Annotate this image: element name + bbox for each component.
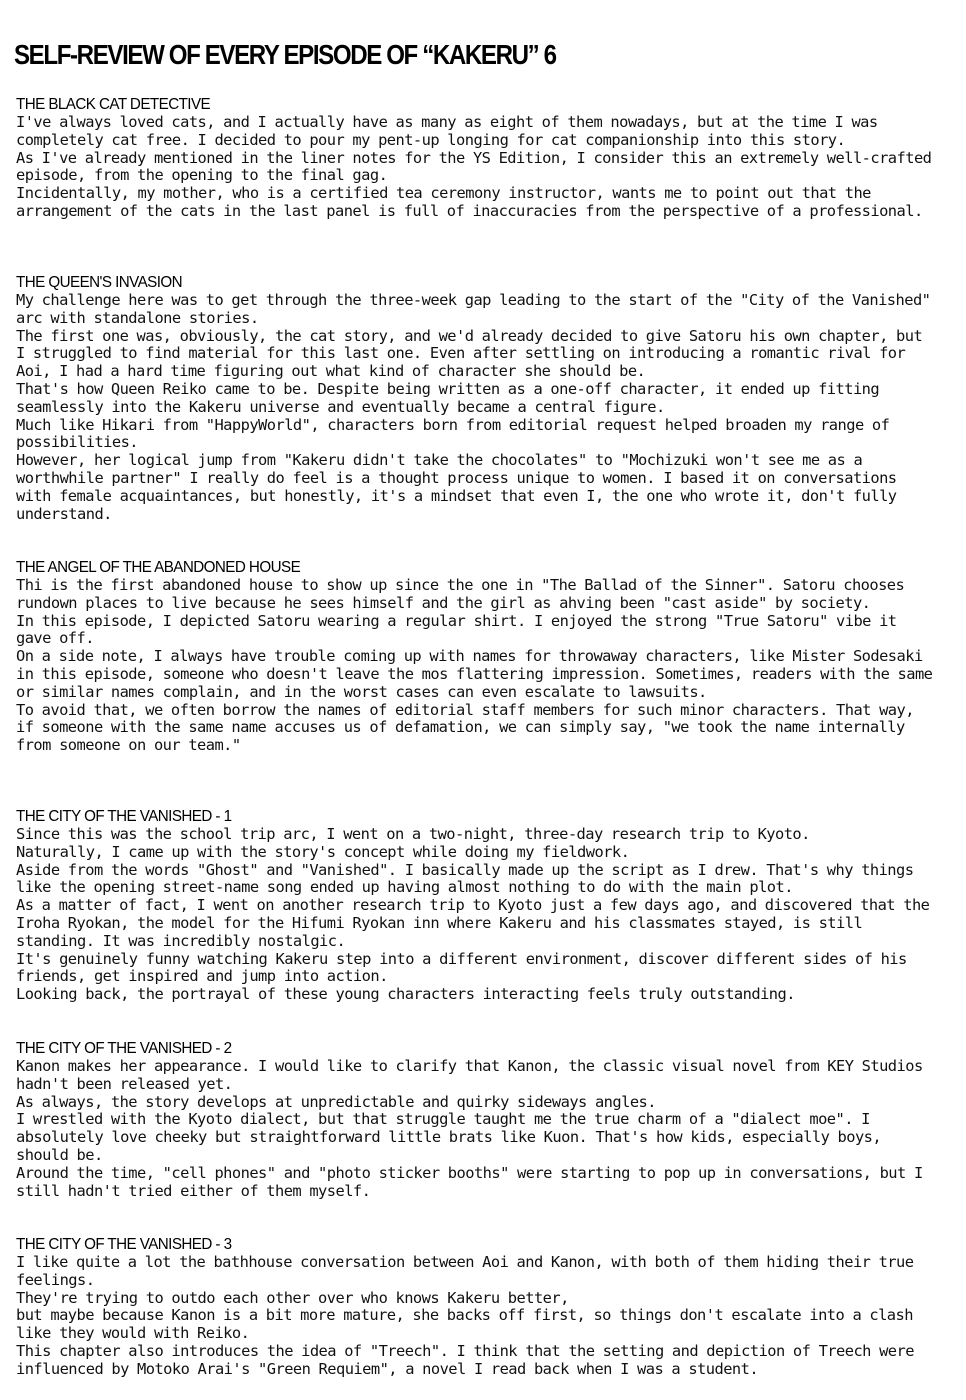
paragraph: Incidentally, my mother, who is a certified tea ceremony instructor, wants me to point out that the arrangement of the cats in the last panel is full of inaccuracies from the perspective of a professional. (16, 184, 923, 220)
paragraph: I like quite a lot the bathhouse conversation between Aoi and Kanon, with both of them hiding their true feelings. (16, 1253, 914, 1289)
section-heading: THE ANGEL OF THE ABANDONED HOUSE (16, 559, 301, 576)
paragraph: It's genuinely funny watching Kakeru step into a different environment, discover different sides of his friends, get inspired and jump into action. (16, 949, 907, 986)
paragraph: As a matter of fact, I went on another research trip to Kyoto just a few days ago, and discovered that the Iroha Ryokan, the model for the Hifumi Ryokan inn where Kakeru and his classmates stayed, is still standing. It was incredibly nostalgic. (16, 896, 930, 950)
paragraph: Thi is the first abandoned house to show up since the one in "The Ballad of the Sinner". Satoru chooses rundown places to live because he sees himself and the girl as ahving been "cast aside" by society. (16, 576, 905, 612)
section-queens-invasion (16, 274, 936, 523)
paragraph: Looking back, the portrayal of these young characters interacting feels truly outstanding. (16, 985, 795, 1004)
paragraph: The first one was, obviously, the cat story, and we'd already decided to give Satoru his own chapter, but I struggled to find material for this last one. Even after settling on introducing a romantic rival for Aoi, I had a hard time figuring out what kind of character she should be. (16, 326, 923, 381)
paragraph: In this episode, I depicted Satoru wearing a regular shirt. I enjoyed the strong "True Satoru" vibe it gave off. (16, 611, 897, 648)
page-title: SELF-REVIEW OF EVERY EPISODE OF “KAKERU” 6 (14, 39, 556, 70)
section-heading: THE QUEEN'S INVASION (16, 274, 183, 291)
section-heading: THE BLACK CAT DETECTIVE (16, 96, 211, 113)
paragraph: Naturally, I came up with the story's concept while doing my fieldwork. (16, 842, 630, 861)
paragraph: To avoid that, we often borrow the names of editorial staff members for such minor characters. That way, if someone with the same name accuses us of defamation, we can simply say, "we took the name internally from someone on our team." (16, 700, 914, 755)
section-city-of-vanished-3 (16, 1236, 936, 1379)
paragraph: I've always loved cats, and I actually have as many as eight of them nowadays, but at the time I was completely cat free. I decided to pour my pent-up longing for cat companionship into this story. (16, 113, 878, 149)
paragraph: As always, the story develops at unpredictable and quirky sideways angles. (16, 1092, 656, 1111)
paragraph: but maybe because Kanon is a bit more mature, she backs off first, so things don't escalate into a clash like they would with Reiko. (16, 1306, 913, 1343)
paragraph: However, her logical jump from "Kakeru didn't take the chocolates" to "Mochizuki won't see me as a worthwhile partner" I really do feel is a thought process unique to women. I based it on conversations with female acquaintances, but honestly, it's a mindset that even I, the one who wrote it, don't fully understand. (16, 451, 897, 523)
section-black-cat-detective (16, 96, 936, 221)
paragraph: This chapter also introduces the idea of "Treech". I think that the setting and depiction of Treech were influenced by Motoko Arai's "Green Requiem", a novel I read back when I was a student. (16, 1341, 914, 1378)
paragraph: Kanon makes her appearance. I would like to clarify that Kanon, the classic visual novel from KEY Studios hadn't been released yet. (16, 1057, 923, 1093)
section-heading: THE CITY OF THE VANISHED - 1 (16, 808, 232, 825)
paragraph: Since this was the school trip arc, I went on a two-night, three-day research trip to Kyoto. (16, 825, 810, 843)
paragraph: As I've already mentioned in the liner notes for the YS Edition, I consider this an extremely well-crafted episode, from the opening to the final gag. (16, 148, 932, 185)
paragraph: Much like Hikari from "HappyWorld", characters born from editorial request helped broaden my range of possibilities. (16, 415, 890, 452)
section-heading: THE CITY OF THE VANISHED - 2 (16, 1040, 232, 1057)
paragraph: Around the time, "cell phones" and "photo sticker booths" were starting to pop up in conversations, but I still hadn't tried either of them myself. (16, 1163, 923, 1200)
section-heading: THE CITY OF THE VANISHED - 3 (16, 1236, 232, 1253)
paragraph: My challenge here was to get through the three-week gap leading to the start of the "City of the Vanished" arc with standalone stories. (16, 291, 931, 327)
paragraph: On a side note, I always have trouble coming up with names for throwaway characters, like Mister Sodesaki in this episode, someone who doesn't leave the mos flattering impression. Sometimes, readers with the same or similar names complain, and in the worst cases can even escalate to lawsuits. (16, 647, 933, 701)
paragraph: Aside from the words "Ghost" and "Vanished". I basically made up the script as I drew. That's why things like the opening street-name song ended up having almost nothing to do with the main plot. (16, 860, 914, 897)
paragraph: That's how Queen Reiko came to be. Despite being written as a one-off character, it ended up fitting seamlessly into the Kakeru universe and eventually became a central figure. (16, 379, 880, 416)
section-angel-of-abandoned-house (16, 559, 936, 755)
section-city-of-vanished-2 (16, 1040, 936, 1200)
paragraph: I wrestled with the Kyoto dialect, but that struggle taught me the true charm of a "dialect moe". I absolutely love cheeky but straightforward little brats like Kuon. That's how kids, especially boys, should be. (16, 1110, 882, 1164)
paragraph: They're trying to outdo each other over who knows Kakeru better, (16, 1288, 569, 1307)
section-city-of-vanished-1 (16, 808, 936, 1004)
